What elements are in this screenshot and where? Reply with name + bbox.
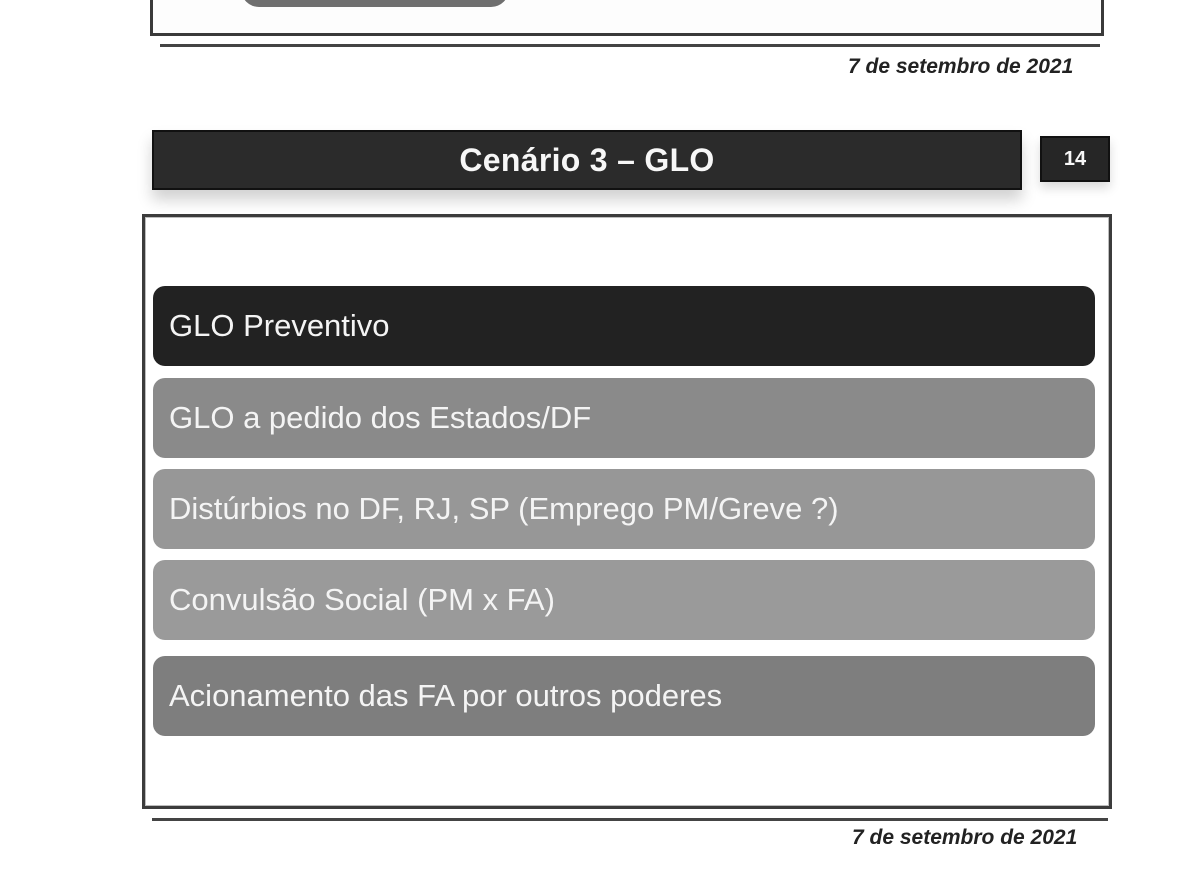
- slide-title: Cenário 3 – GLO: [459, 141, 715, 178]
- previous-slide-item: [241, 0, 509, 7]
- list-item-label: GLO a pedido dos Estados/DF: [169, 400, 592, 435]
- list-item-disturbios: [153, 469, 1095, 549]
- list-item-label: Acionamento das FA por outros poderes: [169, 678, 723, 713]
- list-item-label: Distúrbios no DF, RJ, SP (Emprego PM/Greve ?): [169, 491, 839, 526]
- list-item-convulsao-social: [153, 560, 1095, 640]
- previous-slide-footer-line: [160, 44, 1100, 47]
- list-item-glo-estados-df: [153, 378, 1095, 458]
- list-item-acionamento-fa: [153, 656, 1095, 736]
- page-number: 14: [1040, 136, 1110, 182]
- previous-slide-frame: [150, 0, 1104, 36]
- list-item-label: Convulsão Social (PM x FA): [169, 582, 555, 617]
- slide-title-bar: [152, 130, 1022, 190]
- list-item-label: GLO Preventivo: [169, 308, 390, 343]
- slide-footer-date: 7 de setembro de 2021: [852, 826, 1078, 849]
- list-item-glo-preventivo: [153, 286, 1095, 366]
- previous-slide-footer-date: 7 de setembro de 2021: [848, 55, 1074, 78]
- slide-footer-line: [152, 818, 1108, 821]
